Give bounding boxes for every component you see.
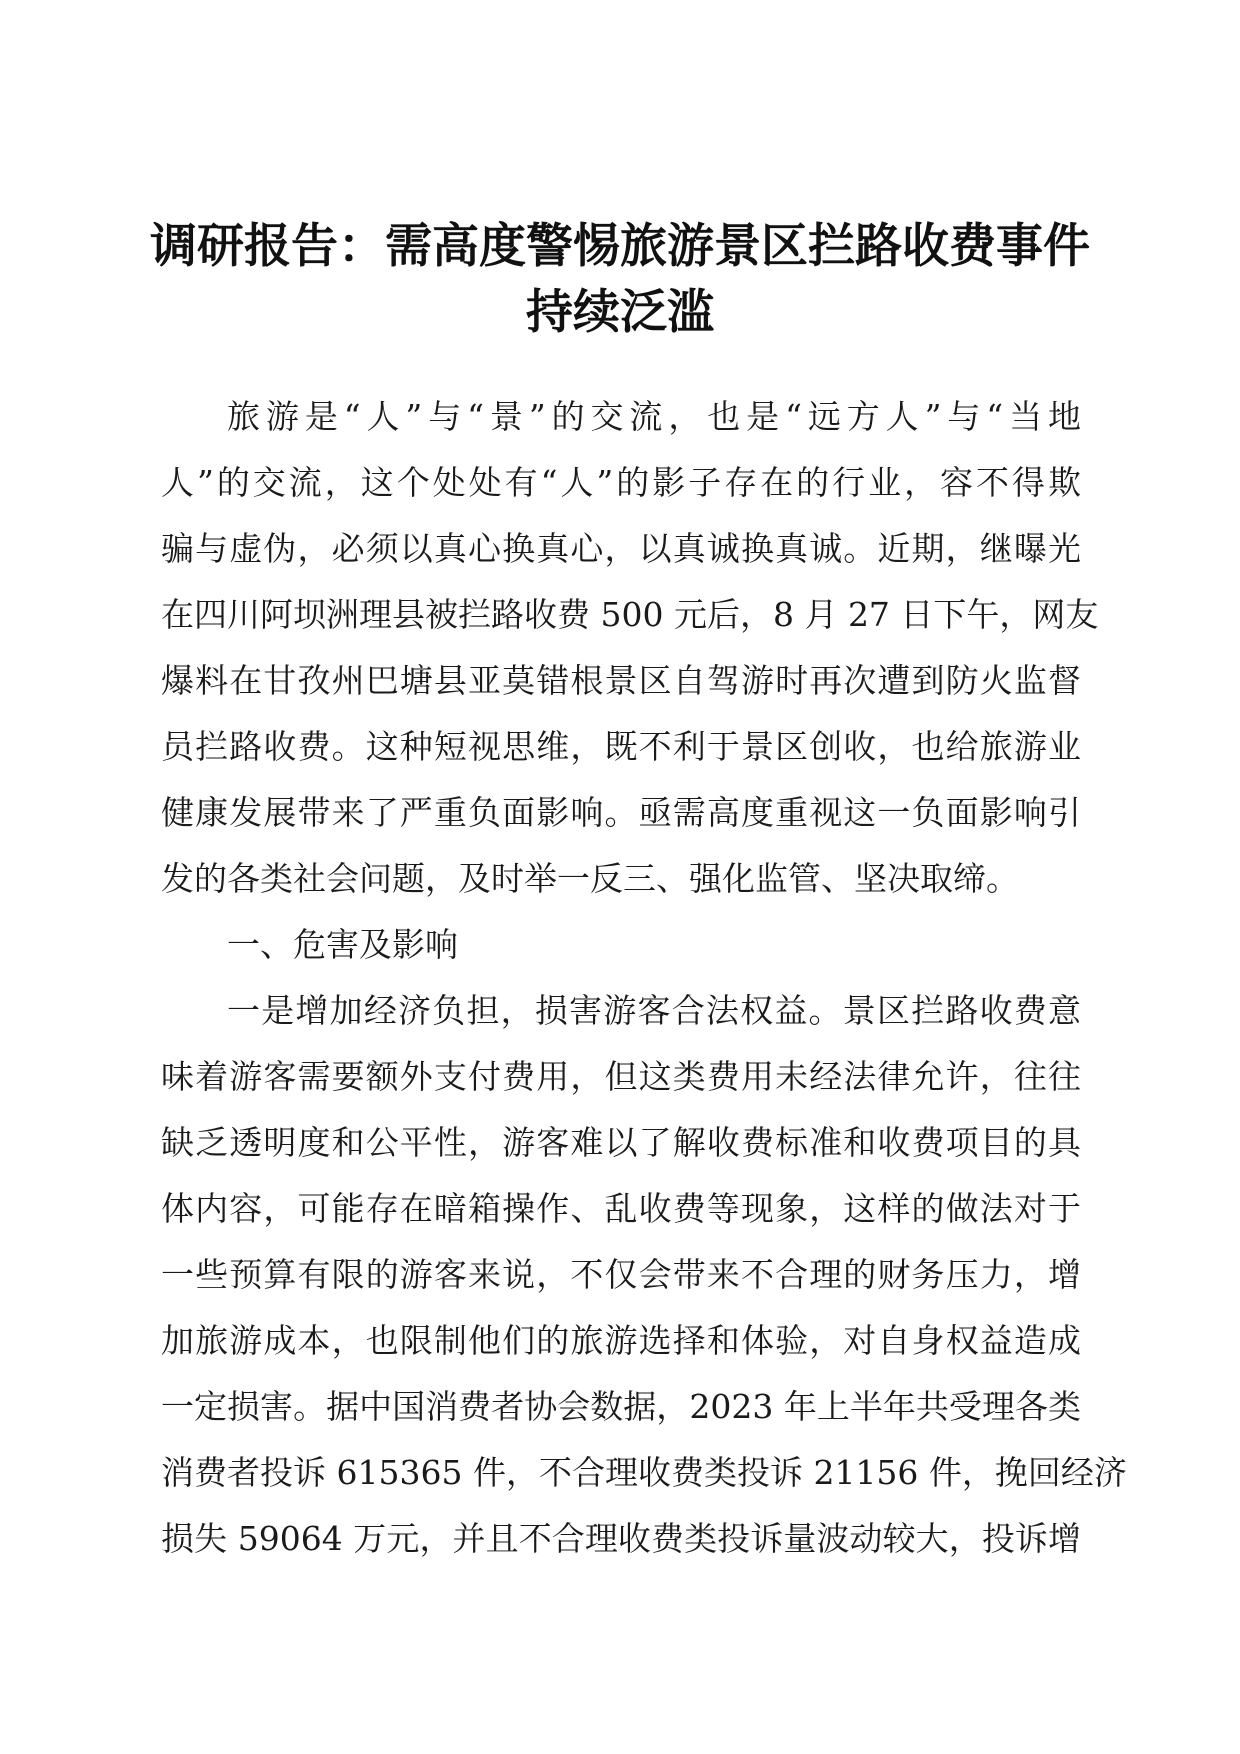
- paragraph-intro: [161, 384, 1099, 912]
- text-line: 一是增加经济负担，损害游客合法权益。景区拦路收费意: [227, 991, 1081, 1030]
- text-line: 消费者投诉 615365 件，不合理收费类投诉 21156 件，挽回经济: [161, 1453, 1127, 1492]
- title-line: 持续泛滥: [526, 285, 714, 340]
- text-line: 一些预算有限的游客来说，不仅会带来不合理的财务压力，增: [161, 1255, 1081, 1294]
- section-heading-text: 一、危害及影响: [227, 925, 458, 964]
- text-line: 一定损害。据中国消费者协会数据，2023 年上半年共受理各类: [161, 1387, 1081, 1426]
- text-line: 骗与虚伪，必须以真心换真心，以真诚换真诚。近期，继曝光: [161, 529, 1081, 568]
- document-body: [161, 384, 1127, 1572]
- section-heading: [161, 912, 1081, 978]
- paragraph-economic-burden: [161, 978, 1127, 1572]
- text-line: 损失 59064 万元，并且不合理收费类投诉量波动较大，投诉增: [161, 1519, 1081, 1558]
- text-line: 加旅游成本，也限制他们的旅游选择和体验，对自身权益造成: [161, 1321, 1081, 1360]
- text-line: 在四川阿坝洲理县被拦路收费 500 元后，8 月 27 日下午，网友: [161, 595, 1099, 634]
- text-line: 发的各类社会问题，及时举一反三、强化监管、坚决取缔。: [161, 859, 1019, 898]
- text-line: 味着游客需要额外支付费用，但这类费用未经法律允许，往往: [161, 1057, 1081, 1096]
- document-title: [150, 214, 1090, 346]
- text-line: 爆料在甘孜州巴塘县亚莫错根景区自驾游时再次遭到防火监督: [161, 661, 1081, 700]
- text-line: 人”的交流，这个处处有“人”的影子存在的行业，容不得欺: [161, 463, 1081, 502]
- text-line: 旅游是“人”与“景”的交流，也是“远方人”与“当地: [227, 397, 1081, 436]
- text-line: 体内容，可能存在暗箱操作、乱收费等现象，这样的做法对于: [161, 1189, 1081, 1228]
- text-line: 缺乏透明度和公平性，游客难以了解收费标准和收费项目的具: [161, 1123, 1081, 1162]
- text-line: 健康发展带来了严重负面影响。亟需高度重视这一负面影响引: [161, 793, 1081, 832]
- text-line: 员拦路收费。这种短视思维，既不利于景区创收，也给旅游业: [161, 727, 1081, 766]
- title-line: 调研报告：需高度警惕旅游景区拦路收费事件: [150, 219, 1090, 274]
